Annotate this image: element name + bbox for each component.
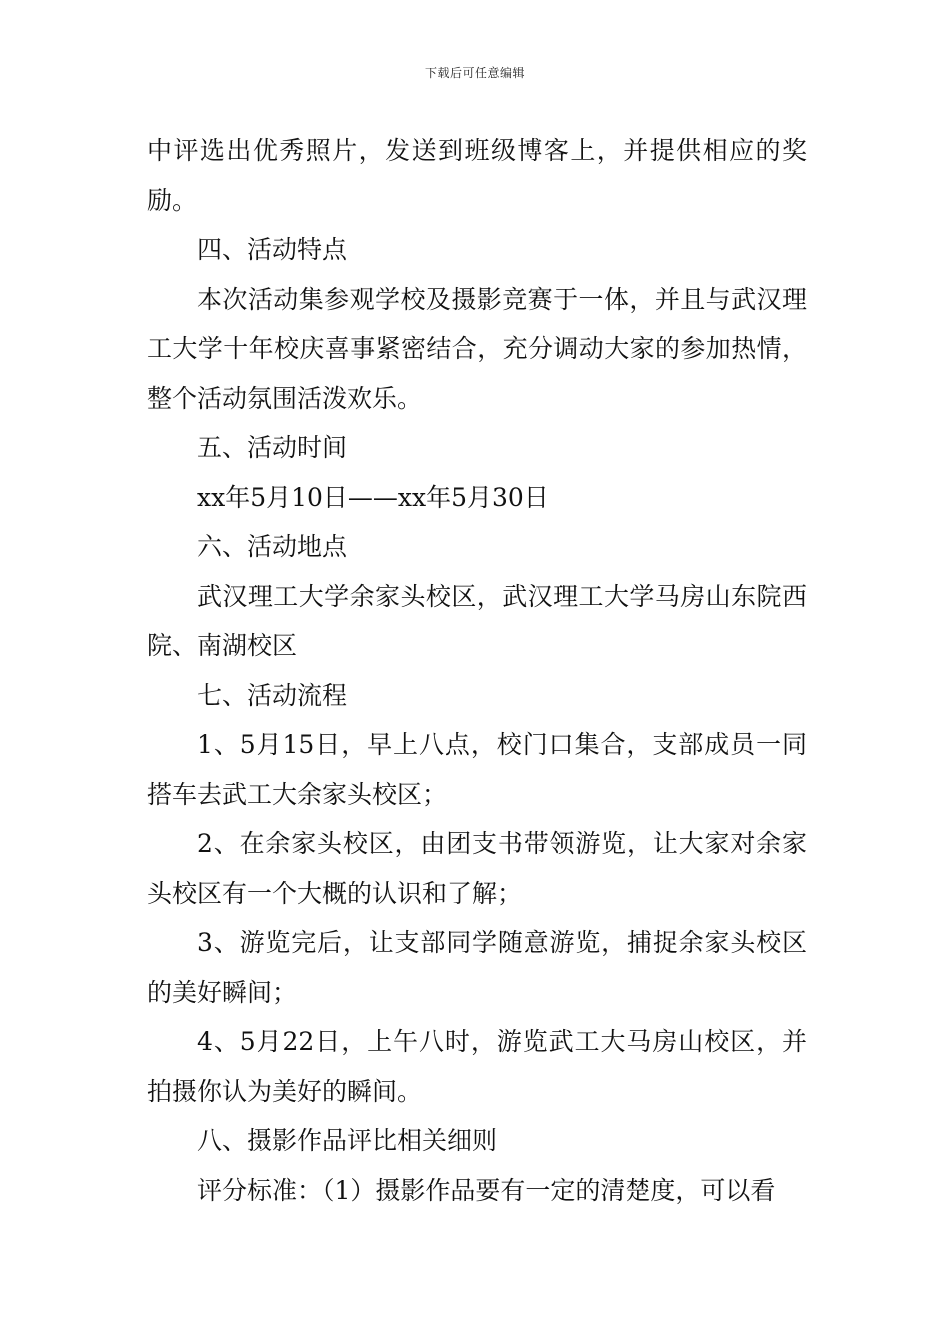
document-body [147,126,807,1215]
process-step-2: 2、在余家头校区，由团支书带领游览，让大家对余家头校区有一个大概的认识和了解； [147,829,807,908]
section-heading-location: 六、活动地点 [197,532,348,561]
paragraph-continuation: 中评选出优秀照片，发送到班级博客上，并提供相应的奖励。 [147,136,807,215]
process-step-3: 3、游览完后，让支部同学随意游览，捕捉余家头校区的美好瞬间； [147,928,807,1007]
process-step-1: 1、5月15日，早上八点，校门口集合，支部成员一同搭车去武工大余家头校区； [147,730,807,809]
paragraph-scoring-criteria: 评分标准：（1）摄影作品要有一定的清楚度，可以看 [197,1175,776,1205]
section-heading-process: 七、活动流程 [197,680,348,710]
section-heading-features: 四、活动特点 [197,235,348,264]
page-header-note: 下载后可任意编辑 [424,66,525,80]
process-step-4: 4、5月22日，上午八时，游览武工大马房山校区，并拍摄你认为美好的瞬间。 [147,1027,807,1106]
section-heading-time: 五、活动时间 [197,433,348,462]
paragraph-time: xx年5月10日——xx年5月30日 [197,482,549,512]
paragraph-location: 武汉理工大学余家头校区，武汉理工大学马房山东院西院、南湖校区 [147,581,807,660]
paragraph-features: 本次活动集参观学校及摄影竞赛于一体，并且与武汉理工大学十年校庆喜事紧密结合，充分调动大家的参加热情，整个活动氛围活泼欢乐。 [147,284,807,413]
section-heading-rules: 八、摄影作品评比相关细则 [197,1126,498,1155]
